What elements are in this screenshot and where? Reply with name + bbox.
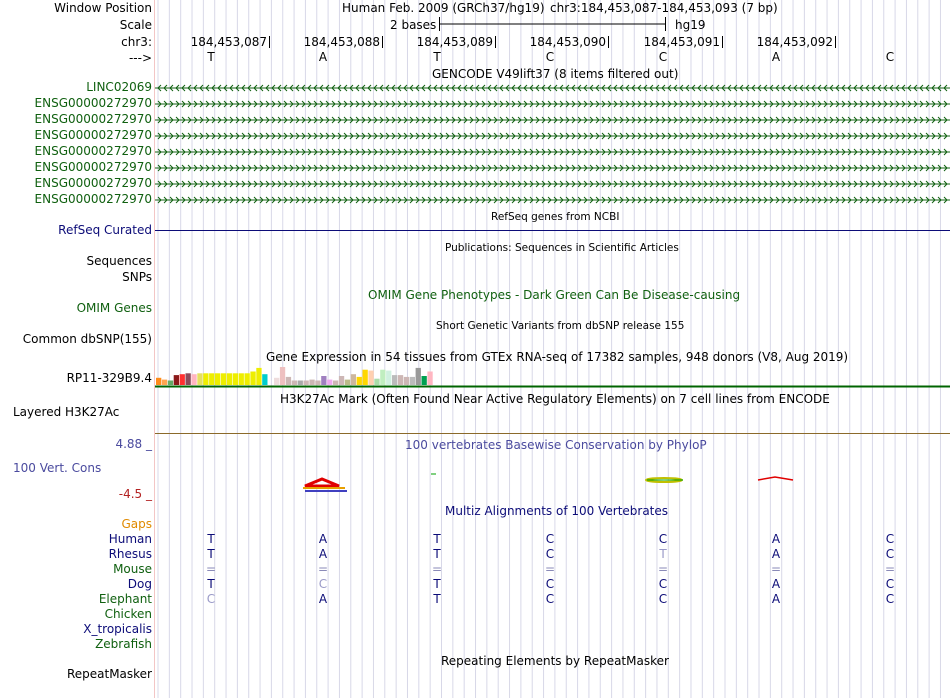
alignment-base: C [885, 577, 895, 591]
alignment-base: = [317, 562, 329, 576]
alignment-base: C [545, 577, 555, 591]
alignment-base: = [657, 562, 669, 576]
alignment-base: C [658, 592, 668, 606]
alignment-base: T [207, 547, 215, 561]
tracks-panel[interactable] [155, 0, 950, 698]
position-text: chr3:184,453,087-184,453,093 (7 bp) [550, 1, 778, 15]
dbsnp-title: Short Genetic Variants from dbSNP release 155 [436, 320, 685, 332]
species-label[interactable]: Human [108, 532, 152, 546]
omim-label[interactable]: OMIM Genes [76, 301, 152, 315]
assembly-text: Human Feb. 2009 (GRCh37/hg19) [342, 1, 545, 15]
gtex-label[interactable]: RP11-329B9.4 [66, 371, 152, 385]
alignment-base: T [433, 592, 441, 606]
publications-title: Publications: Sequences in Scientific Articles [445, 242, 679, 254]
alignment-base: C [545, 592, 555, 606]
repeatmasker-title: Repeating Elements by RepeatMasker [441, 654, 669, 668]
h3k27ac-title: H3K27Ac Mark (Often Found Near Active Regulatory Elements) on 7 cell lines from ENCODE [280, 392, 830, 406]
gencode-item-label[interactable]: ENSG00000272970 [34, 192, 152, 206]
alignment-base: C [545, 547, 555, 561]
species-label[interactable]: Chicken [104, 607, 152, 621]
alignment-base: T [659, 547, 667, 561]
alignment-base: T [207, 577, 215, 591]
alignment-base: C [206, 592, 216, 606]
alignment-base: = [431, 562, 443, 576]
refseq-title: RefSeq genes from NCBI [491, 211, 620, 223]
snps-label[interactable]: SNPs [122, 270, 152, 284]
alignment-base: T [433, 532, 441, 546]
species-label[interactable]: Elephant [98, 592, 152, 606]
sequences-label[interactable]: Sequences [86, 254, 152, 268]
scale-label: Scale [119, 18, 152, 32]
gencode-item-label[interactable]: ENSG00000272970 [34, 176, 152, 190]
alignment-base: C [545, 532, 555, 546]
alignment-base: C [885, 532, 895, 546]
species-label[interactable]: Dog [127, 577, 152, 591]
coord-label: 184,453,087 [190, 35, 267, 49]
alignment-base: T [433, 577, 441, 591]
gencode-item-label[interactable]: ENSG00000272970 [34, 128, 152, 142]
h3k27ac-label[interactable]: Layered H3K27Ac [13, 405, 120, 419]
gencode-item-label[interactable]: LINC02069 [86, 80, 152, 94]
species-label[interactable]: X_tropicalis [83, 622, 152, 636]
coord-label: 184,453,090 [529, 35, 606, 49]
alignment-base: A [318, 532, 328, 546]
repeatmasker-label[interactable]: RepeatMasker [66, 667, 152, 681]
reference-base: A [771, 50, 781, 64]
multiz-title: Multiz Alignments of 100 Vertebrates [445, 504, 669, 518]
reference-base: A [318, 50, 328, 64]
alignment-base: A [318, 547, 328, 561]
cons-label[interactable]: 100 Vert. Cons [13, 461, 102, 475]
refseq-label[interactable]: RefSeq Curated [58, 223, 152, 237]
alignment-base: C [885, 547, 895, 561]
alignment-base: A [771, 547, 781, 561]
coord-label: 184,453,092 [756, 35, 833, 49]
window-position-label: Window Position [54, 1, 152, 15]
alignment-base: A [318, 592, 328, 606]
omim-title: OMIM Gene Phenotypes - Dark Green Can Be Disease-causing [368, 288, 741, 302]
species-label[interactable]: Rhesus [108, 547, 152, 561]
reference-base: T [433, 50, 441, 64]
track-labels-panel [0, 0, 154, 698]
gencode-title: GENCODE V49lift37 (8 items filtered out) [432, 67, 679, 81]
gencode-item-label[interactable]: ENSG00000272970 [34, 112, 152, 126]
scale-text: 2 bases [390, 18, 437, 32]
reference-base: C [885, 50, 895, 64]
alignment-base: = [884, 562, 896, 576]
coord-label: 184,453,091 [643, 35, 720, 49]
alignment-base: = [770, 562, 782, 576]
dbsnp-label[interactable]: Common dbSNP(155) [22, 332, 152, 346]
alignment-base: C [658, 532, 668, 546]
cons-min-label: -4.5 _ [118, 487, 152, 501]
coord-label: 184,453,088 [303, 35, 380, 49]
reference-base: T [207, 50, 215, 64]
gencode-item-label[interactable]: ENSG00000272970 [34, 96, 152, 110]
reference-base: C [658, 50, 668, 64]
cons-title: 100 vertebrates Basewise Conservation by PhyloP [405, 438, 707, 452]
gencode-item-label[interactable]: ENSG00000272970 [34, 160, 152, 174]
cons-peak-a2 [758, 477, 793, 480]
alignment-base: C [885, 592, 895, 606]
strand-label: ---> [128, 51, 152, 65]
alignment-base: T [433, 547, 441, 561]
species-label[interactable]: Zebrafish [95, 637, 152, 651]
alignment-base: C [658, 577, 668, 591]
species-label[interactable]: Mouse [113, 562, 152, 576]
alignment-base: = [544, 562, 556, 576]
coord-label: 184,453,089 [416, 35, 493, 49]
alignment-base: A [771, 532, 781, 546]
cons-peak-a [303, 479, 347, 491]
alignment-base: A [771, 577, 781, 591]
reference-base: C [545, 50, 555, 64]
alignment-base: C [318, 577, 328, 591]
cons-max-label: 4.88 _ [115, 437, 152, 451]
gencode-item-label[interactable]: ENSG00000272970 [34, 144, 152, 158]
gtex-title: Gene Expression in 54 tissues from GTEx RNA-seq of 17382 samples, 948 donors (V8, Aug 2019) [266, 350, 849, 364]
chrom-label: chr3: [121, 35, 152, 49]
scale-db: hg19 [675, 18, 706, 32]
cons-peak-c [646, 478, 683, 482]
alignment-base: A [771, 592, 781, 606]
alignment-base: T [207, 532, 215, 546]
gaps-label[interactable]: Gaps [121, 517, 152, 531]
alignment-base: = [205, 562, 217, 576]
